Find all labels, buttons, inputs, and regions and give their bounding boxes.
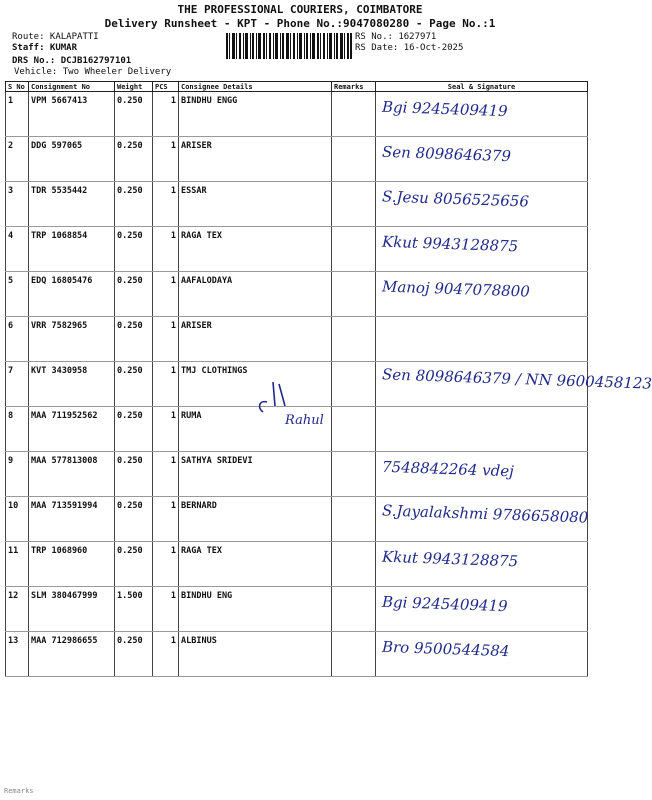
cell-remarks <box>332 137 376 182</box>
header-remarks: Remarks <box>332 82 376 92</box>
cell-consignee: ARISER <box>179 317 332 362</box>
cell-remarks <box>332 272 376 317</box>
cell-signature <box>376 182 588 227</box>
cell-consignment: TRP 1068960 <box>29 542 115 587</box>
cell-pcs: 1 <box>153 497 179 542</box>
cell-remarks <box>332 497 376 542</box>
cell-signature <box>376 587 588 632</box>
cell-signature <box>376 452 588 497</box>
company-title: THE PROFESSIONAL COURIERS, COIMBATORE <box>177 3 423 16</box>
table-header-row <box>6 82 588 92</box>
signature-text: Sen 8098646379 / NN 9600458123 <box>381 365 652 393</box>
cell-remarks <box>332 542 376 587</box>
cell-weight: 1.500 <box>115 587 153 632</box>
cell-signature <box>376 497 588 542</box>
cell-weight: 0.250 <box>115 182 153 227</box>
cell-consignment: KVT 3430958 <box>29 362 115 407</box>
cell-remarks <box>332 227 376 272</box>
table-row <box>6 587 588 632</box>
signature-text: 7548842264 vdej <box>381 457 515 481</box>
cell-consignment: VPM 5667413 <box>29 92 115 137</box>
remark-note: Rahul <box>285 413 324 428</box>
cell-weight: 0.250 <box>115 137 153 182</box>
cell-consignee: RAGA TEX <box>179 227 332 272</box>
cell-consignment: MAA 711952562 <box>29 407 115 452</box>
cell-weight: 0.250 <box>115 542 153 587</box>
cell-signature <box>376 542 588 587</box>
cell-consignment: MAA 712986655 <box>29 632 115 677</box>
cell-pcs: 1 <box>153 92 179 137</box>
signature-text: Bgi 9245409419 <box>381 592 508 616</box>
cell-weight: 0.250 <box>115 227 153 272</box>
cell-sno: 7 <box>6 362 29 407</box>
drs-number: DRS No.: DCJB162797101 <box>12 56 132 66</box>
cell-remarks <box>332 452 376 497</box>
table-row <box>6 227 588 272</box>
cell-consignee: ESSAR <box>179 182 332 227</box>
header-weight: Weight <box>115 82 153 92</box>
cell-sno: 9 <box>6 452 29 497</box>
cell-remarks <box>332 92 376 137</box>
cell-weight: 0.250 <box>115 92 153 137</box>
table-row <box>6 92 588 137</box>
rs-number: RS No.: 1627971 <box>355 32 437 42</box>
cell-consignee: AAFALODAYA <box>179 272 332 317</box>
cell-consignee: BINDHU ENG <box>179 587 332 632</box>
cell-consignment: DDG 597065 <box>29 137 115 182</box>
cell-consignment: TDR 5535442 <box>29 182 115 227</box>
page-footer-mark: Remarks <box>4 787 34 795</box>
header-consignment: Consignment No <box>29 82 115 92</box>
cell-pcs: 1 <box>153 362 179 407</box>
cell-signature <box>376 317 588 362</box>
cell-sno: 5 <box>6 272 29 317</box>
signature-text: Bro 9500544584 <box>381 637 510 661</box>
cell-pcs: 1 <box>153 632 179 677</box>
cell-consignee: RAGA TEX <box>179 542 332 587</box>
cell-pcs: 1 <box>153 407 179 452</box>
cell-consignee: RUMA <box>179 407 332 452</box>
rs-date: RS Date: 16-Oct-2025 <box>355 43 464 53</box>
cell-signature <box>376 362 652 407</box>
cell-signature <box>376 92 588 137</box>
cell-consignee: ALBINUS <box>179 632 332 677</box>
barcode-image <box>226 33 352 59</box>
table-row <box>6 317 588 362</box>
cell-consignment: SLM 380467999 <box>29 587 115 632</box>
signature-text: Bgi 9245409419 <box>381 97 508 121</box>
cell-sno: 12 <box>6 587 29 632</box>
cell-weight: 0.250 <box>115 362 153 407</box>
table-row <box>6 137 588 182</box>
cell-remarks <box>332 362 376 407</box>
cell-sno: 11 <box>6 542 29 587</box>
cell-sno: 8 <box>6 407 29 452</box>
cell-consignment: MAA 577813008 <box>29 452 115 497</box>
cell-weight: 0.250 <box>115 317 153 362</box>
runsheet-subtitle: Delivery Runsheet - KPT - Phone No.:9047080280 - Page No.:1 <box>104 17 496 30</box>
cell-pcs: 1 <box>153 182 179 227</box>
cell-pcs: 1 <box>153 137 179 182</box>
header-signature: Seal & Signature <box>376 82 588 92</box>
cell-pcs: 1 <box>153 227 179 272</box>
cell-weight: 0.250 <box>115 632 153 677</box>
header-pcs: PCS <box>153 82 179 92</box>
cell-remarks <box>332 407 376 452</box>
signature-text: Manoj 9047078800 <box>381 277 531 301</box>
cell-pcs: 1 <box>153 317 179 362</box>
table-row <box>6 452 588 497</box>
vehicle-label: Vehicle: Two Wheeler Delivery <box>14 67 172 77</box>
signature-text: S.Jayalakshmi 9786658080 <box>381 501 589 527</box>
cell-weight: 0.250 <box>115 272 153 317</box>
cell-remarks <box>332 632 376 677</box>
cell-remarks <box>332 317 376 362</box>
cell-remarks <box>332 182 376 227</box>
cell-consignee: SATHYA SRIDEVI <box>179 452 332 497</box>
cell-sno: 1 <box>6 92 29 137</box>
signature-text: Sen 8098646379 <box>381 142 512 166</box>
route-label: Route: KALAPATTI <box>12 32 99 42</box>
signature-text: Kkut 9943128875 <box>381 547 519 571</box>
cell-consignee: TMJ CLOTHINGS <box>179 362 332 407</box>
handwritten-remark <box>255 372 335 432</box>
staff-label: Staff: KUMAR <box>12 43 78 53</box>
signature-text: Kkut 9943128875 <box>381 232 519 256</box>
table-row <box>6 542 588 587</box>
cell-pcs: 1 <box>153 272 179 317</box>
cell-signature <box>376 137 588 182</box>
table-row <box>6 182 588 227</box>
cell-consignee: ARISER <box>179 137 332 182</box>
cell-weight: 0.250 <box>115 452 153 497</box>
header-sno: S No <box>6 82 29 92</box>
table-row <box>6 632 588 677</box>
signature-text: S.Jesu 8056525656 <box>381 187 530 211</box>
cell-signature <box>376 407 588 452</box>
cell-consignment: VRR 7582965 <box>29 317 115 362</box>
cell-signature <box>376 272 588 317</box>
header-consignee: Consignee Details <box>179 82 332 92</box>
cell-consignment: EDQ 16805476 <box>29 272 115 317</box>
cell-pcs: 1 <box>153 452 179 497</box>
cell-consignee: BERNARD <box>179 497 332 542</box>
cell-weight: 0.250 <box>115 407 153 452</box>
cell-signature <box>376 632 588 677</box>
table-row <box>6 497 588 542</box>
cell-consignee: BINDHU ENGG <box>179 92 332 137</box>
cell-pcs: 1 <box>153 587 179 632</box>
cell-sno: 10 <box>6 497 29 542</box>
cell-sno: 3 <box>6 182 29 227</box>
cell-sno: 2 <box>6 137 29 182</box>
cell-sno: 6 <box>6 317 29 362</box>
cell-sno: 4 <box>6 227 29 272</box>
cell-consignment: MAA 713591994 <box>29 497 115 542</box>
cell-signature <box>376 227 588 272</box>
cell-pcs: 1 <box>153 542 179 587</box>
cell-remarks <box>332 587 376 632</box>
cell-consignment: TRP 1068854 <box>29 227 115 272</box>
table-row <box>6 272 588 317</box>
cell-sno: 13 <box>6 632 29 677</box>
cell-weight: 0.250 <box>115 497 153 542</box>
